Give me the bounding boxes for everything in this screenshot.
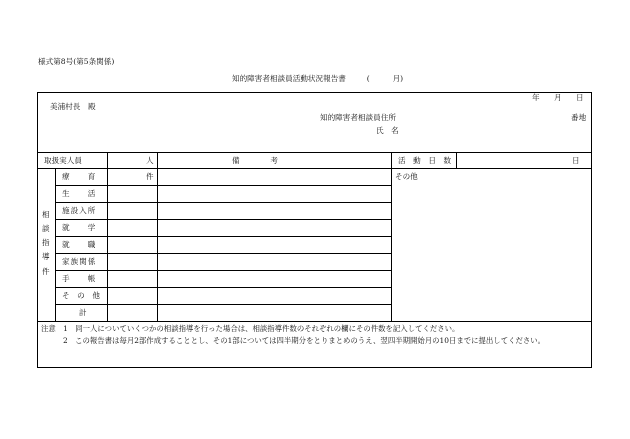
category-label: そ の 他 [62, 291, 100, 300]
title-text: 知的障害者相談員活動状況報告書 [232, 74, 346, 83]
date-month: 月 [554, 93, 562, 102]
consult-side-label-5: 件 [42, 267, 50, 276]
other-label: その他 [395, 172, 418, 181]
category-label: 療 育 [62, 172, 97, 181]
addressee: 美浦村長 殿 [50, 102, 96, 111]
address-suffix: 番地 [571, 113, 587, 122]
consult-side-label-1: 相 [42, 210, 50, 219]
activity-days-label: 活 動 日 数 [398, 156, 452, 165]
date-line [520, 94, 584, 102]
title-month-close: 月) [392, 74, 404, 83]
category-label: 就 学 [62, 223, 97, 232]
category-label: 生 活 [62, 189, 97, 198]
title-month-open: ( [366, 74, 370, 83]
date-year: 年 [532, 93, 540, 102]
category-unit: 件 [146, 172, 154, 181]
note-2: 2 この報告書は毎月2部作成することとし、その1部については四半期分をとりまとめのうえ、翌四半期開始月の10日までに提出してください。 [63, 336, 546, 345]
category-label: 施設入所 [62, 206, 97, 215]
category-label: 手 帳 [62, 274, 97, 283]
form-title [232, 75, 403, 83]
date-day: 日 [576, 93, 584, 102]
handled-unit: 人 [146, 156, 154, 165]
remarks-label: 備 考 [232, 156, 280, 165]
form-number: 様式第8号(第5条関係) [38, 57, 115, 66]
consult-side-label-2: 談 [42, 224, 50, 233]
consult-side-label-3: 指 [42, 238, 50, 247]
handled-label: 取扱実人員 [44, 156, 82, 165]
name-label: 氏 名 [376, 126, 399, 135]
note-1: 注意 1 同一人についていくつかの相談指導を行った場合は、相談指導件数のそれぞれの欄にその件数を記入してください。 [41, 324, 460, 333]
category-label: 計 [79, 308, 87, 317]
consult-side-label-4: 導 [42, 252, 50, 261]
category-label: 家族関係 [62, 257, 97, 266]
category-label: 就 職 [62, 240, 97, 249]
activity-days-unit: 日 [572, 156, 580, 165]
address-label: 知的障害者相談員住所 [320, 113, 396, 122]
